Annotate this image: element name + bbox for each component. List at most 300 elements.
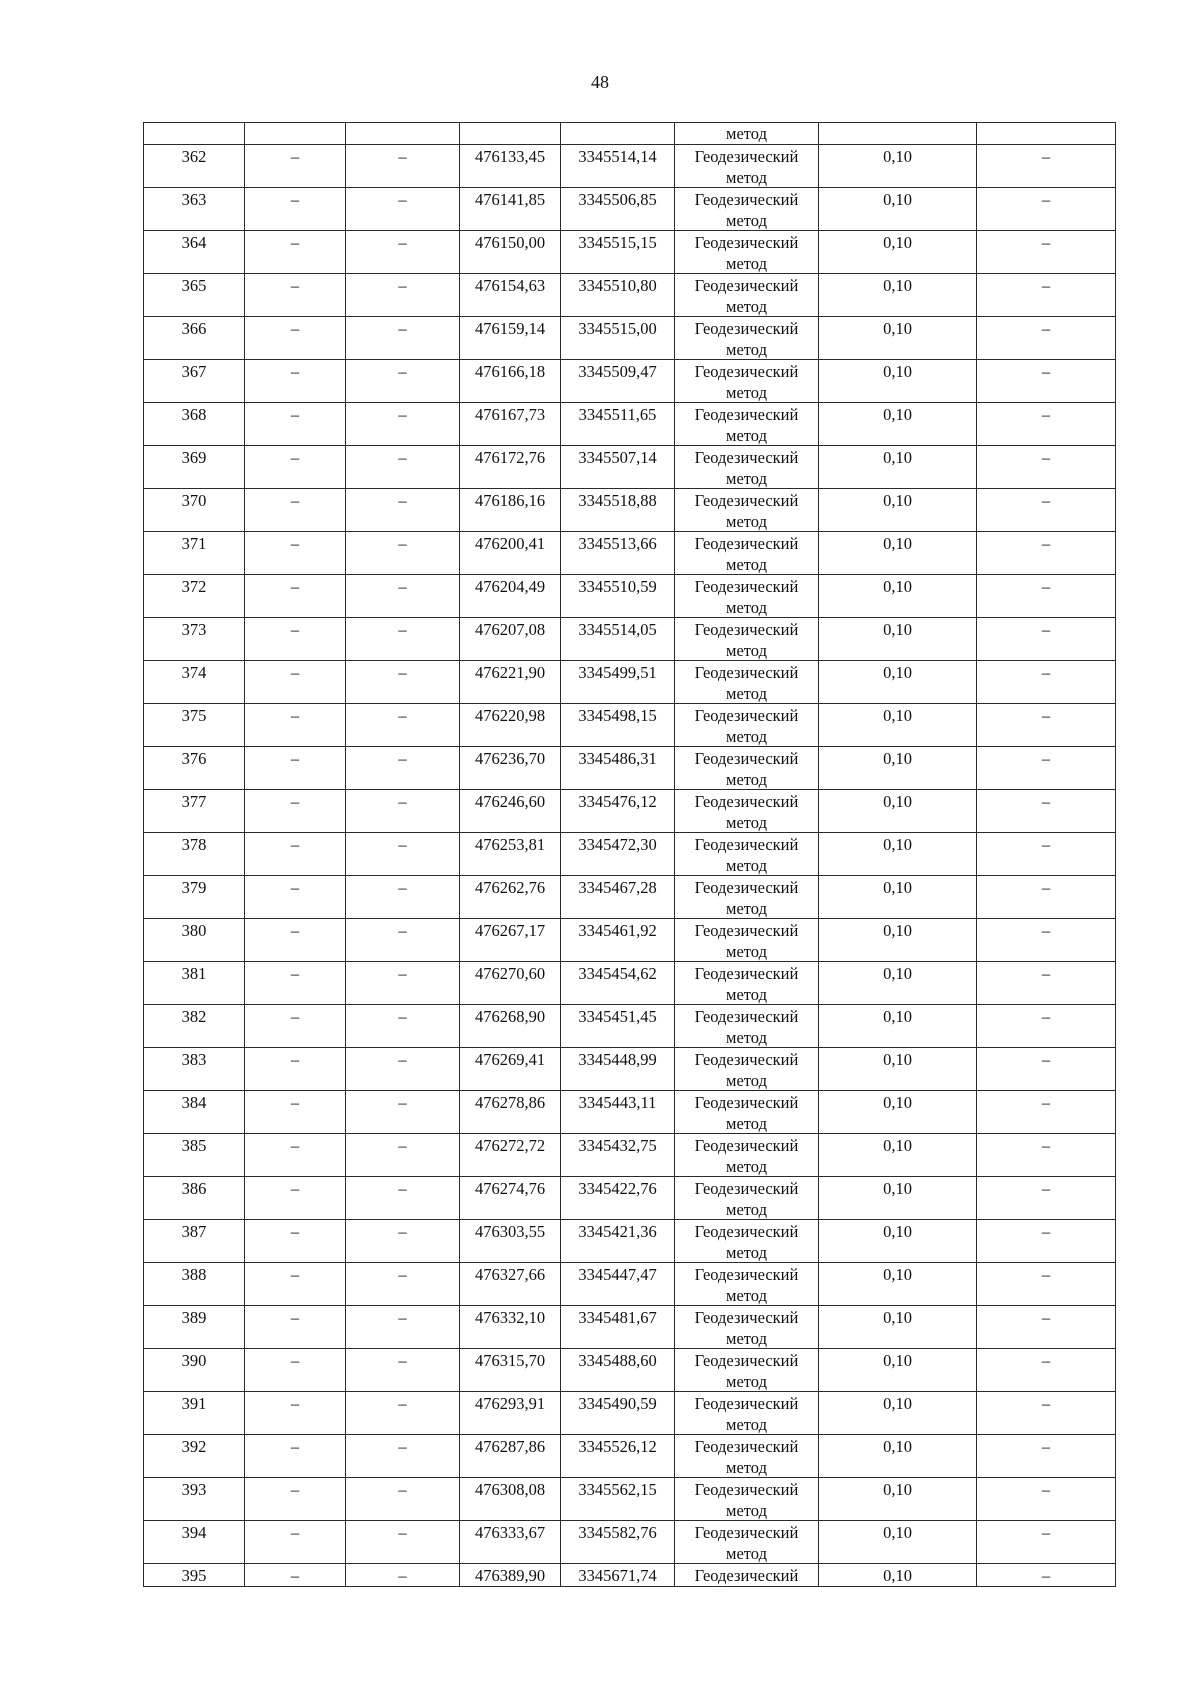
y-coordinate-cell [561, 1091, 675, 1134]
accuracy-text: 0,10 [883, 964, 912, 983]
x-coordinate-text: 476186,16 [474, 491, 546, 510]
method-cell [675, 145, 819, 188]
y-coordinate-cell [561, 661, 675, 704]
accuracy-cell [819, 188, 977, 231]
x-coordinate-text: 476159,14 [474, 319, 546, 338]
x-coordinate-text: 476308,08 [474, 1480, 546, 1499]
point-number-text: 378 [181, 835, 207, 854]
point-number-text: 395 [181, 1566, 207, 1585]
accuracy-cell [819, 876, 977, 919]
dash-text: – [290, 749, 300, 768]
accuracy-text: 0,10 [883, 878, 912, 897]
dash-cell [245, 618, 346, 661]
y-coordinate-text: 3345518,88 [578, 491, 657, 510]
method-cell [675, 1220, 819, 1263]
table-row [144, 661, 1116, 704]
method-line-1: Геодезический [694, 190, 799, 209]
method-cell [675, 833, 819, 876]
accuracy-cell [819, 1392, 977, 1435]
point-number-cell [144, 1091, 245, 1134]
dash-text: – [398, 1480, 407, 1499]
method-line-2: метод [726, 1200, 767, 1219]
x-coordinate-cell [460, 876, 561, 919]
dash-text: – [290, 1394, 300, 1413]
method-line-1: Геодезический [694, 534, 799, 553]
y-coordinate-text: 3345513,66 [578, 534, 657, 553]
x-coordinate-text: 476204,49 [474, 577, 546, 596]
accuracy-cell [819, 1564, 977, 1587]
method-cell [675, 1306, 819, 1349]
dash-text: – [1041, 1222, 1051, 1241]
accuracy-text: 0,10 [883, 362, 912, 381]
point-number-cell [144, 1392, 245, 1435]
point-number-text: 384 [181, 1093, 207, 1112]
table-cell [561, 123, 675, 145]
dash-cell [977, 1177, 1116, 1220]
method-line-1: Геодезический [694, 405, 799, 424]
x-coordinate-text: 476327,66 [474, 1265, 546, 1284]
method-line-2: метод [726, 1114, 767, 1133]
dash-text: – [1041, 620, 1051, 639]
dash-cell [245, 790, 346, 833]
y-coordinate-text: 3345509,47 [578, 362, 657, 381]
accuracy-cell [819, 360, 977, 403]
dash-cell [977, 532, 1116, 575]
method-line-1: Геодезический [694, 1351, 799, 1370]
y-coordinate-text: 3345451,45 [578, 1007, 657, 1026]
dash-text: – [398, 1566, 407, 1585]
x-coordinate-text: 476267,17 [474, 921, 546, 940]
y-coordinate-cell [561, 1306, 675, 1349]
method-line-2: метод [726, 770, 767, 789]
dash-cell [346, 1134, 460, 1177]
x-coordinate-cell [460, 575, 561, 618]
dash-cell [977, 145, 1116, 188]
y-coordinate-cell [561, 145, 675, 188]
x-coordinate-text: 476332,10 [474, 1308, 546, 1327]
method-line-1: Геодезический [694, 1308, 799, 1327]
point-number-text: 386 [181, 1179, 207, 1198]
dash-cell [245, 1392, 346, 1435]
dash-cell [245, 1091, 346, 1134]
dash-text: – [398, 1179, 407, 1198]
dash-text: – [290, 1050, 300, 1069]
dash-cell [977, 317, 1116, 360]
x-coordinate-cell [460, 1091, 561, 1134]
method-line-2: метод [726, 813, 767, 832]
table-row [144, 532, 1116, 575]
method-line-1: Геодезический [694, 1179, 799, 1198]
dash-text: – [290, 190, 300, 209]
point-number-cell [144, 661, 245, 704]
accuracy-cell [819, 704, 977, 747]
dash-cell [245, 1134, 346, 1177]
y-coordinate-text: 3345472,30 [578, 835, 657, 854]
x-coordinate-text: 476389,90 [474, 1566, 546, 1585]
dash-text: – [398, 1351, 407, 1370]
point-number-text: 373 [181, 620, 207, 639]
accuracy-cell [819, 1521, 977, 1564]
accuracy-text: 0,10 [883, 190, 912, 209]
table-row-continuation [144, 123, 1116, 145]
dash-text: – [1041, 1007, 1051, 1026]
dash-text: – [290, 491, 300, 510]
y-coordinate-cell [561, 575, 675, 618]
dash-cell [977, 575, 1116, 618]
accuracy-cell [819, 231, 977, 274]
y-coordinate-text: 3345514,05 [578, 620, 657, 639]
dash-cell [346, 403, 460, 446]
x-coordinate-text: 476268,90 [474, 1007, 546, 1026]
method-line-2: метод [726, 1071, 767, 1090]
dash-text: – [398, 405, 407, 424]
x-coordinate-text: 476272,72 [474, 1136, 546, 1155]
method-cell [675, 1478, 819, 1521]
dash-cell [977, 1521, 1116, 1564]
dash-text: – [290, 1222, 300, 1241]
method-cell [675, 1134, 819, 1177]
accuracy-cell [819, 274, 977, 317]
dash-text: – [1041, 1093, 1051, 1112]
dash-text: – [398, 362, 407, 381]
dash-cell [977, 1005, 1116, 1048]
accuracy-text: 0,10 [883, 534, 912, 553]
point-number-cell [144, 1005, 245, 1048]
dash-text: – [398, 1093, 407, 1112]
dash-text: – [290, 448, 300, 467]
accuracy-cell [819, 1134, 977, 1177]
dash-cell [346, 747, 460, 790]
dash-text: – [398, 878, 407, 897]
accuracy-cell [819, 403, 977, 446]
dash-text: – [398, 620, 407, 639]
y-coordinate-text: 3345454,62 [578, 964, 657, 983]
dash-cell [346, 360, 460, 403]
method-cell [675, 661, 819, 704]
method-line-2: метод [726, 1458, 767, 1477]
dash-cell [977, 1435, 1116, 1478]
dash-text: – [1041, 1523, 1051, 1542]
dash-text: – [290, 276, 300, 295]
table-row [144, 317, 1116, 360]
dash-cell [346, 1349, 460, 1392]
point-number-cell [144, 1306, 245, 1349]
dash-cell [346, 962, 460, 1005]
accuracy-cell [819, 1005, 977, 1048]
dash-text: – [290, 835, 300, 854]
accuracy-text: 0,10 [883, 1136, 912, 1155]
dash-cell [346, 145, 460, 188]
y-coordinate-cell [561, 1435, 675, 1478]
dash-cell [245, 1177, 346, 1220]
accuracy-text: 0,10 [883, 319, 912, 338]
point-number-text: 394 [181, 1523, 207, 1542]
dash-text: – [290, 1179, 300, 1198]
x-coordinate-cell [460, 1263, 561, 1306]
accuracy-text: 0,10 [883, 1265, 912, 1284]
x-coordinate-text: 476315,70 [474, 1351, 546, 1370]
dash-text: – [1041, 878, 1051, 897]
dash-text: – [290, 534, 300, 553]
dash-text: – [398, 448, 407, 467]
dash-text: – [1041, 147, 1051, 166]
dash-cell [245, 575, 346, 618]
method-line-2: метод [726, 942, 767, 961]
point-number-cell [144, 489, 245, 532]
x-coordinate-cell [460, 532, 561, 575]
y-coordinate-cell [561, 704, 675, 747]
y-coordinate-text: 3345467,28 [578, 878, 657, 897]
dash-text: – [1041, 1308, 1051, 1327]
point-number-cell [144, 403, 245, 446]
accuracy-text: 0,10 [883, 448, 912, 467]
method-line-1: Геодезический [694, 1566, 799, 1585]
y-coordinate-cell [561, 231, 675, 274]
y-coordinate-cell [561, 876, 675, 919]
point-number-text: 371 [181, 534, 207, 553]
x-coordinate-text: 476269,41 [474, 1050, 546, 1069]
y-coordinate-cell [561, 1005, 675, 1048]
accuracy-text: 0,10 [883, 1179, 912, 1198]
method-line-1: Геодезический [694, 964, 799, 983]
dash-cell [977, 747, 1116, 790]
accuracy-cell [819, 1220, 977, 1263]
x-coordinate-cell [460, 1392, 561, 1435]
dash-text: – [290, 1093, 300, 1112]
dash-text: – [1041, 1351, 1051, 1370]
accuracy-text: 0,10 [883, 792, 912, 811]
dash-cell [977, 790, 1116, 833]
table-row [144, 1564, 1116, 1587]
point-number-text: 392 [181, 1437, 207, 1456]
dash-text: – [290, 362, 300, 381]
x-coordinate-text: 476293,91 [474, 1394, 546, 1413]
method-line-2: метод [726, 168, 767, 187]
method-line-1: Геодезический [694, 921, 799, 940]
method-line-2: метод [726, 383, 767, 402]
x-coordinate-cell [460, 188, 561, 231]
dash-text: – [1041, 663, 1051, 682]
y-coordinate-text: 3345562,15 [578, 1480, 657, 1499]
point-number-text: 365 [181, 276, 207, 295]
dash-text: – [290, 1007, 300, 1026]
table-row [144, 790, 1116, 833]
table-row [144, 1048, 1116, 1091]
x-coordinate-text: 476253,81 [474, 835, 546, 854]
dash-text: – [398, 1437, 407, 1456]
y-coordinate-text: 3345488,60 [578, 1351, 657, 1370]
x-coordinate-cell [460, 446, 561, 489]
method-cell [675, 1392, 819, 1435]
dash-text: – [1041, 405, 1051, 424]
dash-cell [977, 489, 1116, 532]
dash-text: – [290, 1523, 300, 1542]
table-row [144, 1220, 1116, 1263]
y-coordinate-text: 3345461,92 [578, 921, 657, 940]
accuracy-cell [819, 446, 977, 489]
method-cell [675, 1005, 819, 1048]
point-number-cell [144, 188, 245, 231]
table-row [144, 1134, 1116, 1177]
dash-cell [346, 1091, 460, 1134]
dash-text: – [1041, 491, 1051, 510]
x-coordinate-cell [460, 231, 561, 274]
table-cell [346, 123, 460, 145]
dash-text: – [1041, 448, 1051, 467]
method-line-1: Геодезический [694, 878, 799, 897]
dash-cell [245, 1349, 346, 1392]
accuracy-cell [819, 1177, 977, 1220]
dash-text: – [398, 319, 407, 338]
dash-text: – [398, 1050, 407, 1069]
dash-text: – [398, 921, 407, 940]
dash-text: – [290, 1437, 300, 1456]
dash-cell [346, 704, 460, 747]
x-coordinate-text: 476287,86 [474, 1437, 546, 1456]
accuracy-cell [819, 317, 977, 360]
table-row [144, 231, 1116, 274]
x-coordinate-cell [460, 1177, 561, 1220]
method-cell [675, 1048, 819, 1091]
dash-text: – [398, 1222, 407, 1241]
dash-cell [346, 532, 460, 575]
table-row [144, 446, 1116, 489]
method-line-1: Геодезический [694, 1222, 799, 1241]
y-coordinate-cell [561, 1177, 675, 1220]
dash-cell [245, 1048, 346, 1091]
table-body [144, 123, 1116, 1587]
method-cell [675, 231, 819, 274]
point-number-cell [144, 962, 245, 1005]
table-cell [245, 123, 346, 145]
dash-text: – [398, 706, 407, 725]
point-number-text: 362 [181, 147, 207, 166]
dash-text: – [290, 405, 300, 424]
y-coordinate-text: 3345498,15 [578, 706, 657, 725]
method-cell [675, 747, 819, 790]
method-line-2: метод [726, 1286, 767, 1305]
accuracy-cell [819, 919, 977, 962]
y-coordinate-cell [561, 188, 675, 231]
point-number-text: 391 [181, 1394, 207, 1413]
dash-cell [346, 231, 460, 274]
accuracy-text: 0,10 [883, 620, 912, 639]
method-line-2: метод [726, 254, 767, 273]
y-coordinate-cell [561, 317, 675, 360]
accuracy-cell [819, 489, 977, 532]
dash-cell [245, 833, 346, 876]
point-number-text: 388 [181, 1265, 207, 1284]
x-coordinate-cell [460, 360, 561, 403]
method-line-2: метод [726, 1329, 767, 1348]
method-line-2: метод [726, 512, 767, 531]
dash-text: – [398, 1394, 407, 1413]
method-line-1: Геодезический [694, 620, 799, 639]
dash-text: – [398, 792, 407, 811]
method-line-2: метод [726, 469, 767, 488]
dash-cell [977, 962, 1116, 1005]
method-line-2: метод [726, 727, 767, 746]
x-coordinate-text: 476220,98 [474, 706, 546, 725]
dash-cell [245, 876, 346, 919]
accuracy-text: 0,10 [883, 405, 912, 424]
x-coordinate-cell [460, 1048, 561, 1091]
accuracy-cell [819, 1478, 977, 1521]
y-coordinate-text: 3345506,85 [578, 190, 657, 209]
dash-cell [245, 489, 346, 532]
table-row [144, 876, 1116, 919]
x-coordinate-cell [460, 489, 561, 532]
method-line-2: метод [726, 684, 767, 703]
dash-text: – [290, 663, 300, 682]
dash-text: – [290, 1566, 300, 1585]
table-row [144, 1091, 1116, 1134]
dash-text: – [398, 663, 407, 682]
x-coordinate-cell [460, 1349, 561, 1392]
dash-cell [977, 360, 1116, 403]
dash-cell [245, 446, 346, 489]
accuracy-text: 0,10 [883, 835, 912, 854]
method-line-2: метод [726, 985, 767, 1004]
dash-text: – [398, 276, 407, 295]
x-coordinate-cell [460, 747, 561, 790]
x-coordinate-cell [460, 833, 561, 876]
method-line-2: метод [726, 211, 767, 230]
table-row [144, 704, 1116, 747]
dash-cell [245, 747, 346, 790]
dash-text: – [398, 491, 407, 510]
dash-text: – [1041, 1394, 1051, 1413]
accuracy-text: 0,10 [883, 749, 912, 768]
point-number-text: 376 [181, 749, 207, 768]
dash-cell [346, 1005, 460, 1048]
method-line-1: Геодезический [694, 147, 799, 166]
dash-text: – [398, 1136, 407, 1155]
method-line-2: метод [726, 899, 767, 918]
point-number-text: 393 [181, 1480, 207, 1499]
y-coordinate-text: 3345476,12 [578, 792, 657, 811]
point-number-text: 390 [181, 1351, 207, 1370]
y-coordinate-text: 3345582,76 [578, 1523, 657, 1542]
y-coordinate-text: 3345510,59 [578, 577, 657, 596]
dash-cell [346, 661, 460, 704]
point-number-cell [144, 1263, 245, 1306]
page-number: 48 [591, 72, 609, 92]
method-cell [675, 790, 819, 833]
dash-text: – [1041, 835, 1051, 854]
dash-cell [245, 403, 346, 446]
dash-cell [977, 446, 1116, 489]
accuracy-text: 0,10 [883, 1222, 912, 1241]
y-coordinate-text: 3345486,31 [578, 749, 657, 768]
point-number-text: 370 [181, 491, 207, 510]
dash-text: – [1041, 1265, 1051, 1284]
accuracy-text: 0,10 [883, 1394, 912, 1413]
table-row [144, 1005, 1116, 1048]
point-number-text: 372 [181, 577, 207, 596]
y-coordinate-cell [561, 489, 675, 532]
accuracy-text: 0,10 [883, 491, 912, 510]
dash-cell [346, 1263, 460, 1306]
y-coordinate-cell [561, 962, 675, 1005]
x-coordinate-text: 476133,45 [474, 147, 546, 166]
x-coordinate-cell [460, 790, 561, 833]
dash-cell [245, 1263, 346, 1306]
table-row [144, 1177, 1116, 1220]
y-coordinate-text: 3345432,75 [578, 1136, 657, 1155]
accuracy-cell [819, 1349, 977, 1392]
method-line-1: Геодезический [694, 1480, 799, 1499]
